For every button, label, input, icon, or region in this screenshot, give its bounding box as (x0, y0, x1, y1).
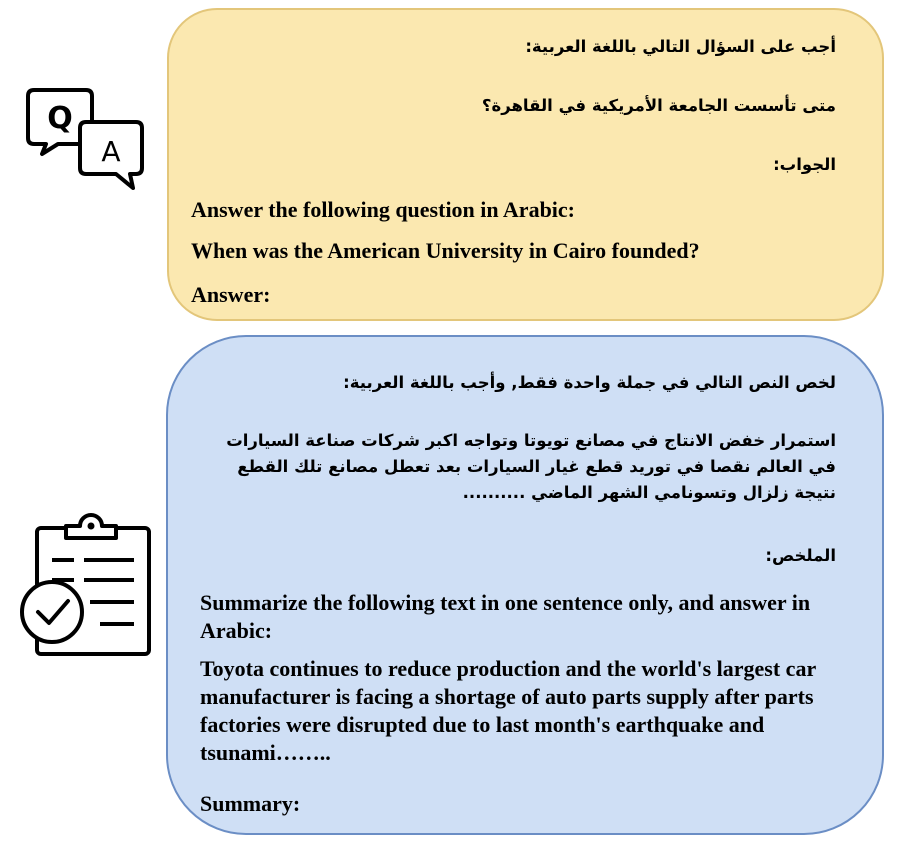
qa-english-question: When was the American University in Cairo founded? (191, 238, 700, 263)
summary-english-instruction: Summarize the following text in one sentence only, and answer in Arabic: (200, 590, 811, 643)
summary-english-text: Toyota continues to reduce production and the world's largest car manufacturer is facing a shortage of auto parts supply after parts factories were disrupted due to last month's earthquake and tsunami…….. (200, 656, 816, 765)
icon-letter-q: Q (47, 101, 73, 136)
qa-arabic-instruction: أجب على السؤال التالي باللغة العربية: (525, 37, 836, 56)
qa-arabic-question: متى تأسست الجامعة الأمريكية في القاهرة؟ (481, 96, 836, 115)
clipboard-checklist-icon (18, 512, 154, 658)
question-answer-icon (26, 88, 146, 192)
qa-prompt-box (167, 8, 884, 321)
qa-english-answer-label: Answer: (191, 282, 271, 307)
checkmark-circle-icon (22, 582, 82, 642)
summary-arabic-text: استمرار خفض الانتاج في مصانع تويوتا وتواجه اكبر شركات صناعة السيارات في العالم نقصا في توريد قطع غيار السيارات بعد تعطل مصانع تلك القطع نتيجة زلزال وتسونامي الشهر الماضي .......... (226, 431, 836, 502)
summary-arabic-label: الملخص: (765, 546, 836, 565)
icon-letter-a: A (101, 135, 121, 168)
qa-arabic-answer-label: الجواب: (773, 155, 836, 174)
summary-prompt-box (166, 335, 884, 835)
summary-english-label: Summary: (200, 791, 301, 816)
summary-arabic-instruction: لخص النص التالي في جملة واحدة فقط, وأجب باللغة العربية: (343, 373, 836, 392)
qa-english-instruction: Answer the following question in Arabic: (191, 197, 576, 222)
